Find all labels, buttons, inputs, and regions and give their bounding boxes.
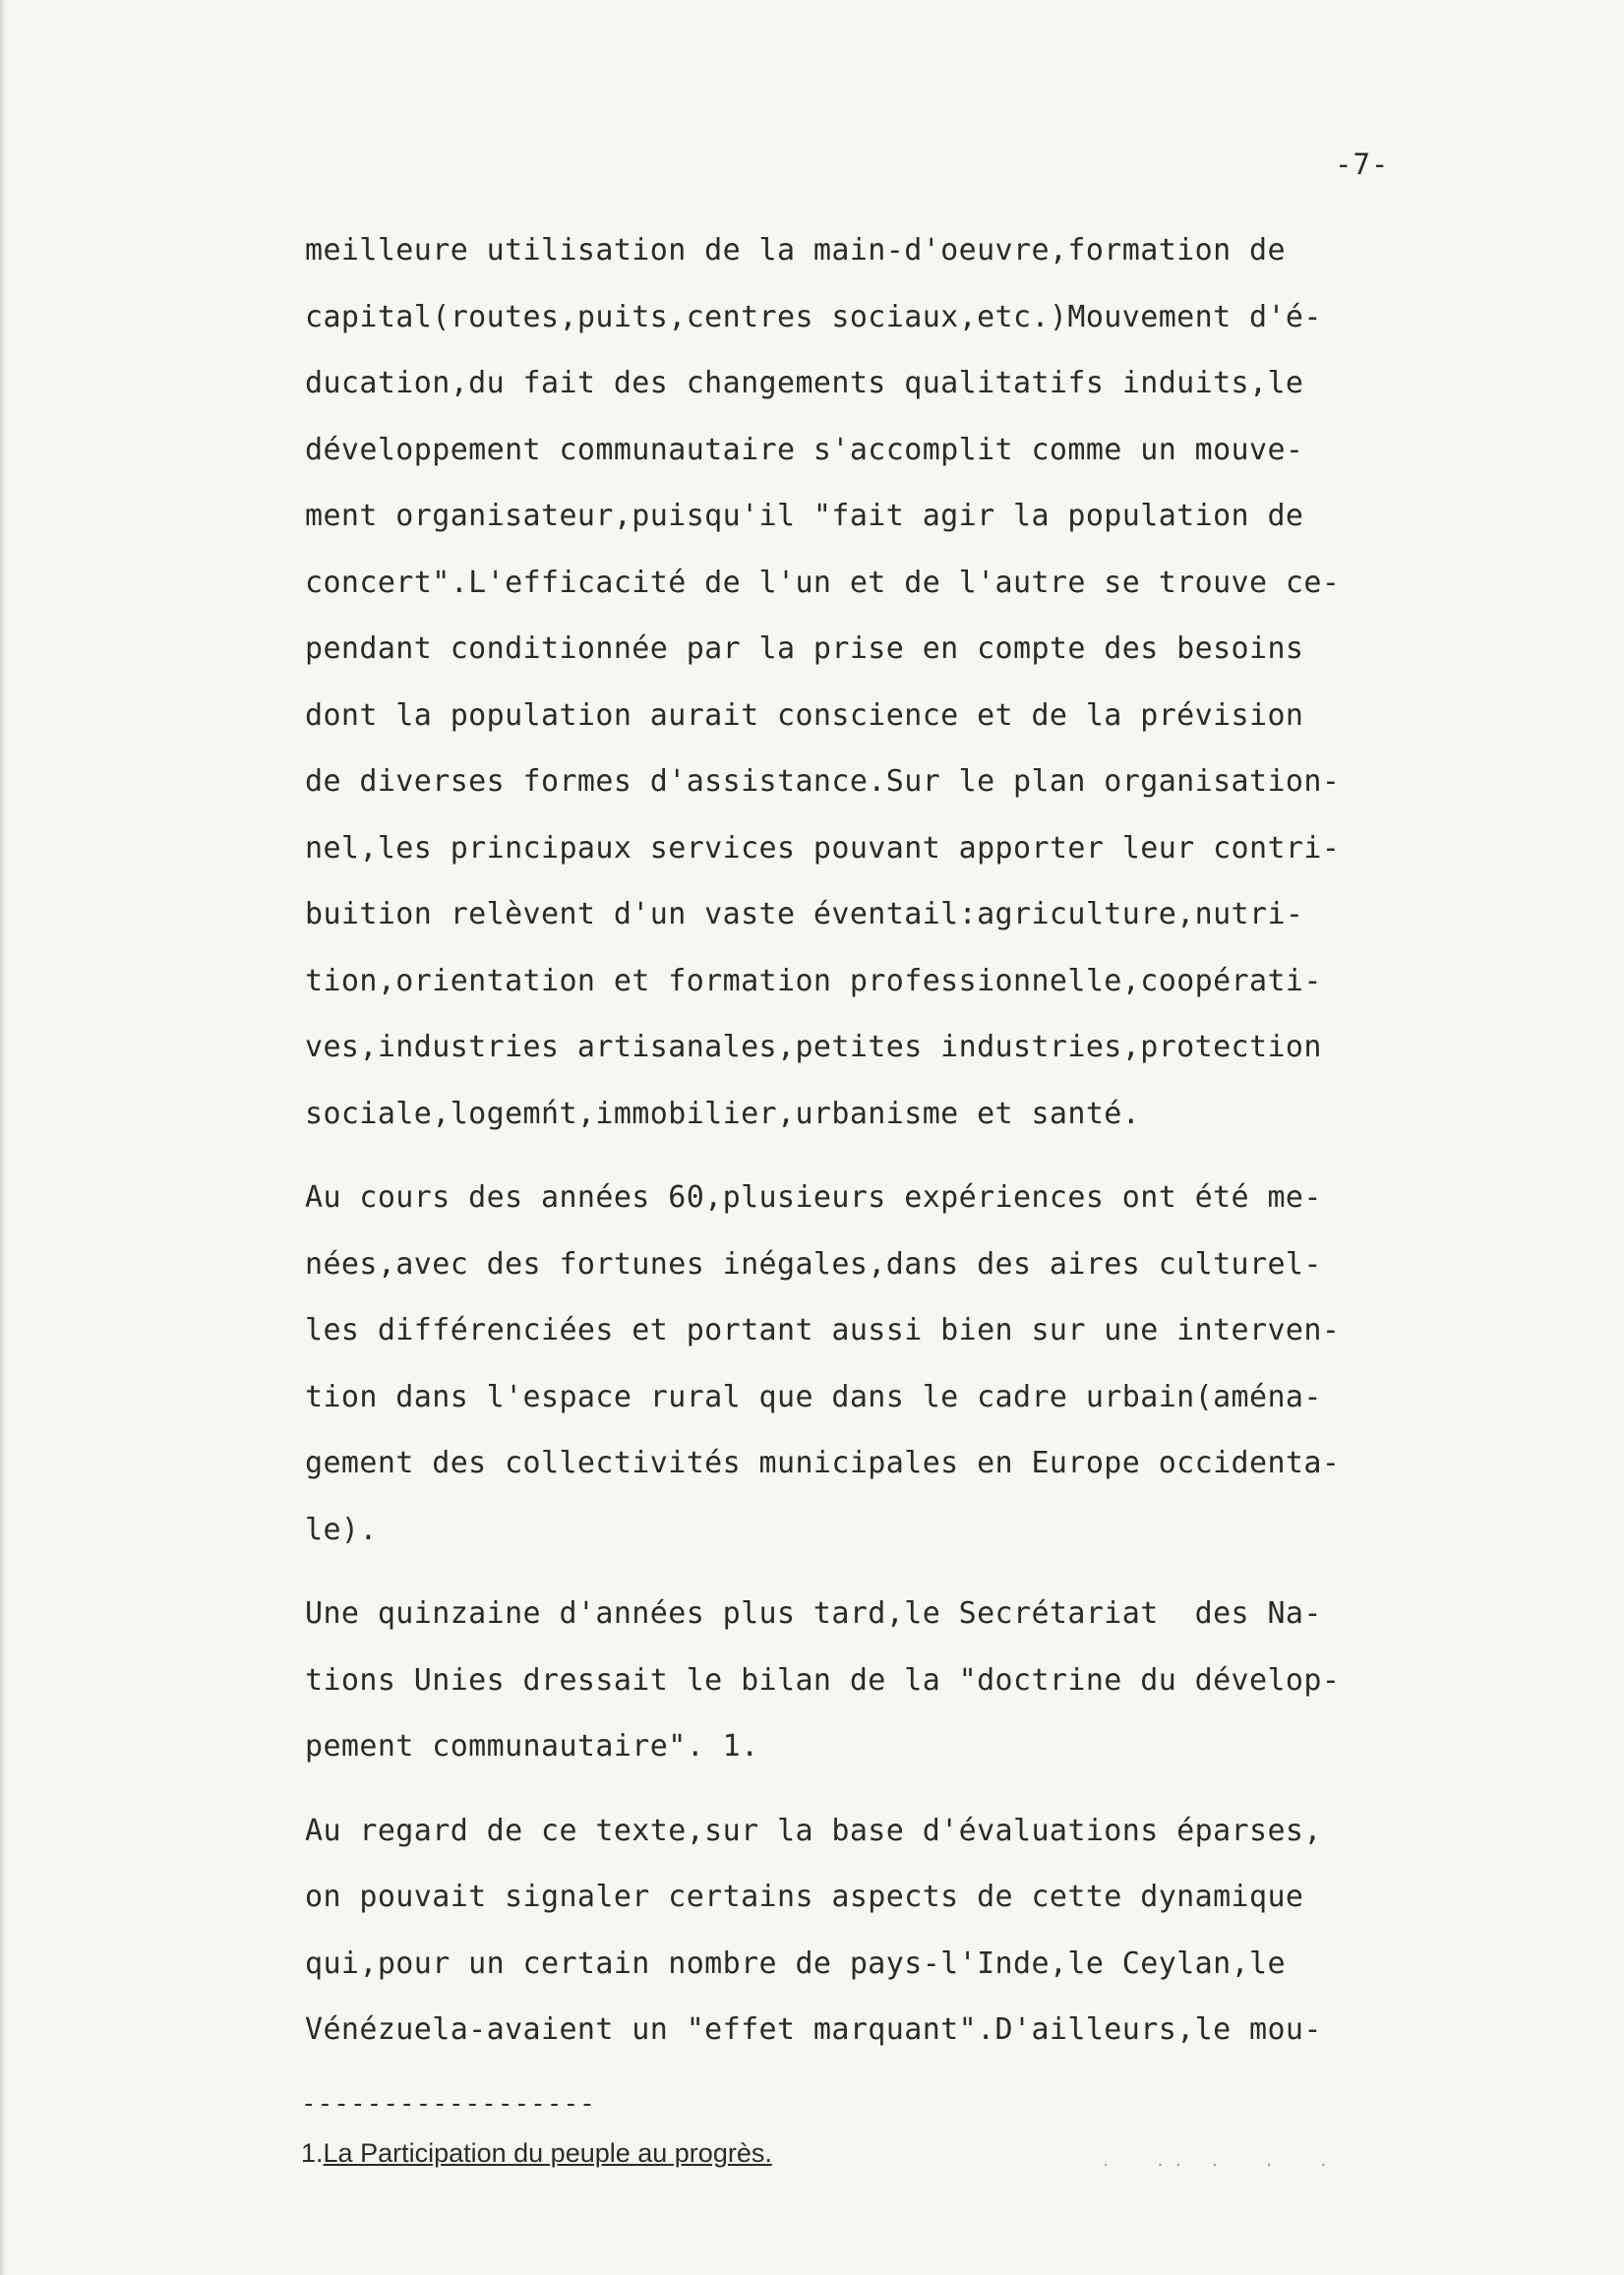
text-line: meilleure utilisation de la main-d'oeuvre,formation de (305, 233, 1286, 268)
page-number: -7- (1335, 148, 1390, 181)
text-line: ment organisateur,puisqu'il "fait agir la population de (305, 499, 1304, 533)
text-line: capital(routes,puits,centres sociaux,etc.)Mouvement d'é- (305, 299, 1322, 334)
text-line: concert".L'efficacité de l'un et de l'autre se trouve ce- (305, 565, 1341, 600)
text-line: le). (305, 1512, 378, 1547)
text-line: Au cours des années 60,plusieurs expériences ont été me- (305, 1180, 1322, 1215)
body-text (305, 231, 1436, 2077)
text-line: sociale,logemńt,immobilier,urbanisme et santé. (305, 1096, 1141, 1131)
footnote-marker: 1. (301, 2138, 324, 2168)
text-line: pendant conditionnée par la prise en compte des besoins (305, 631, 1304, 666)
footnote-rule: ------------------ (301, 2089, 596, 2119)
text-line: ducation,du fait des changements qualitatifs induits,le (305, 366, 1304, 400)
text-line: ves,industries artisanales,petites industries,protection (305, 1030, 1322, 1064)
text-line: Une quinzaine d'années plus tard,le Secrétariat des Na- (305, 1596, 1322, 1631)
paragraph-3 (305, 1594, 1436, 1794)
text-line: Au regard de ce texte,sur la base d'évaluations éparses, (305, 1813, 1322, 1848)
paragraph-1 (305, 231, 1436, 1161)
text-line: les différenciées et portant aussi bien sur une interven- (305, 1313, 1341, 1347)
text-line: dont la population aurait conscience et de la prévision (305, 697, 1304, 733)
paragraph-2 (305, 1178, 1436, 1577)
text-line: on pouvait signaler certains aspects de cette dynamique (305, 1880, 1304, 1914)
text-line: tion,orientation et formation professionnelle,coopérati- (305, 963, 1322, 998)
text-line: Vénézuela-avaient un "effet marquant".D'ailleurs,le mou- (305, 2012, 1322, 2047)
text-line: pement communautaire". 1. (305, 1729, 759, 1764)
text-line: tions Unies dressait le bilan de la "doctrine du dévelop- (305, 1662, 1341, 1698)
page-left-edge (0, 0, 6, 2275)
text-line: qui,pour un certain nombre de pays-l'Inde,le Ceylan,le (305, 1946, 1286, 1981)
text-line: gement des collectivités municipales en Europe occidenta- (305, 1446, 1341, 1480)
text-line: de diverses formes d'assistance.Sur le plan organisation- (305, 764, 1341, 799)
footnote (301, 2138, 772, 2169)
text-line: tion dans l'espace rural que dans le cadre urbain(aména- (305, 1379, 1322, 1414)
text-line: nées,avec des fortunes inégales,dans des aires culturel- (305, 1246, 1322, 1282)
text-line: buition relèvent d'un vaste éventail:agriculture,nutri- (305, 897, 1304, 931)
text-line: nel,les principaux services pouvant apporter leur contri- (305, 830, 1341, 866)
scan-specks: . .. . . . (1102, 2154, 1338, 2170)
paragraph-4 (305, 1812, 1436, 2077)
footnote-text: La Participation du peuple au progrès. (323, 2138, 772, 2168)
text-line: développement communautaire s'accomplit comme un mouve- (305, 432, 1304, 467)
